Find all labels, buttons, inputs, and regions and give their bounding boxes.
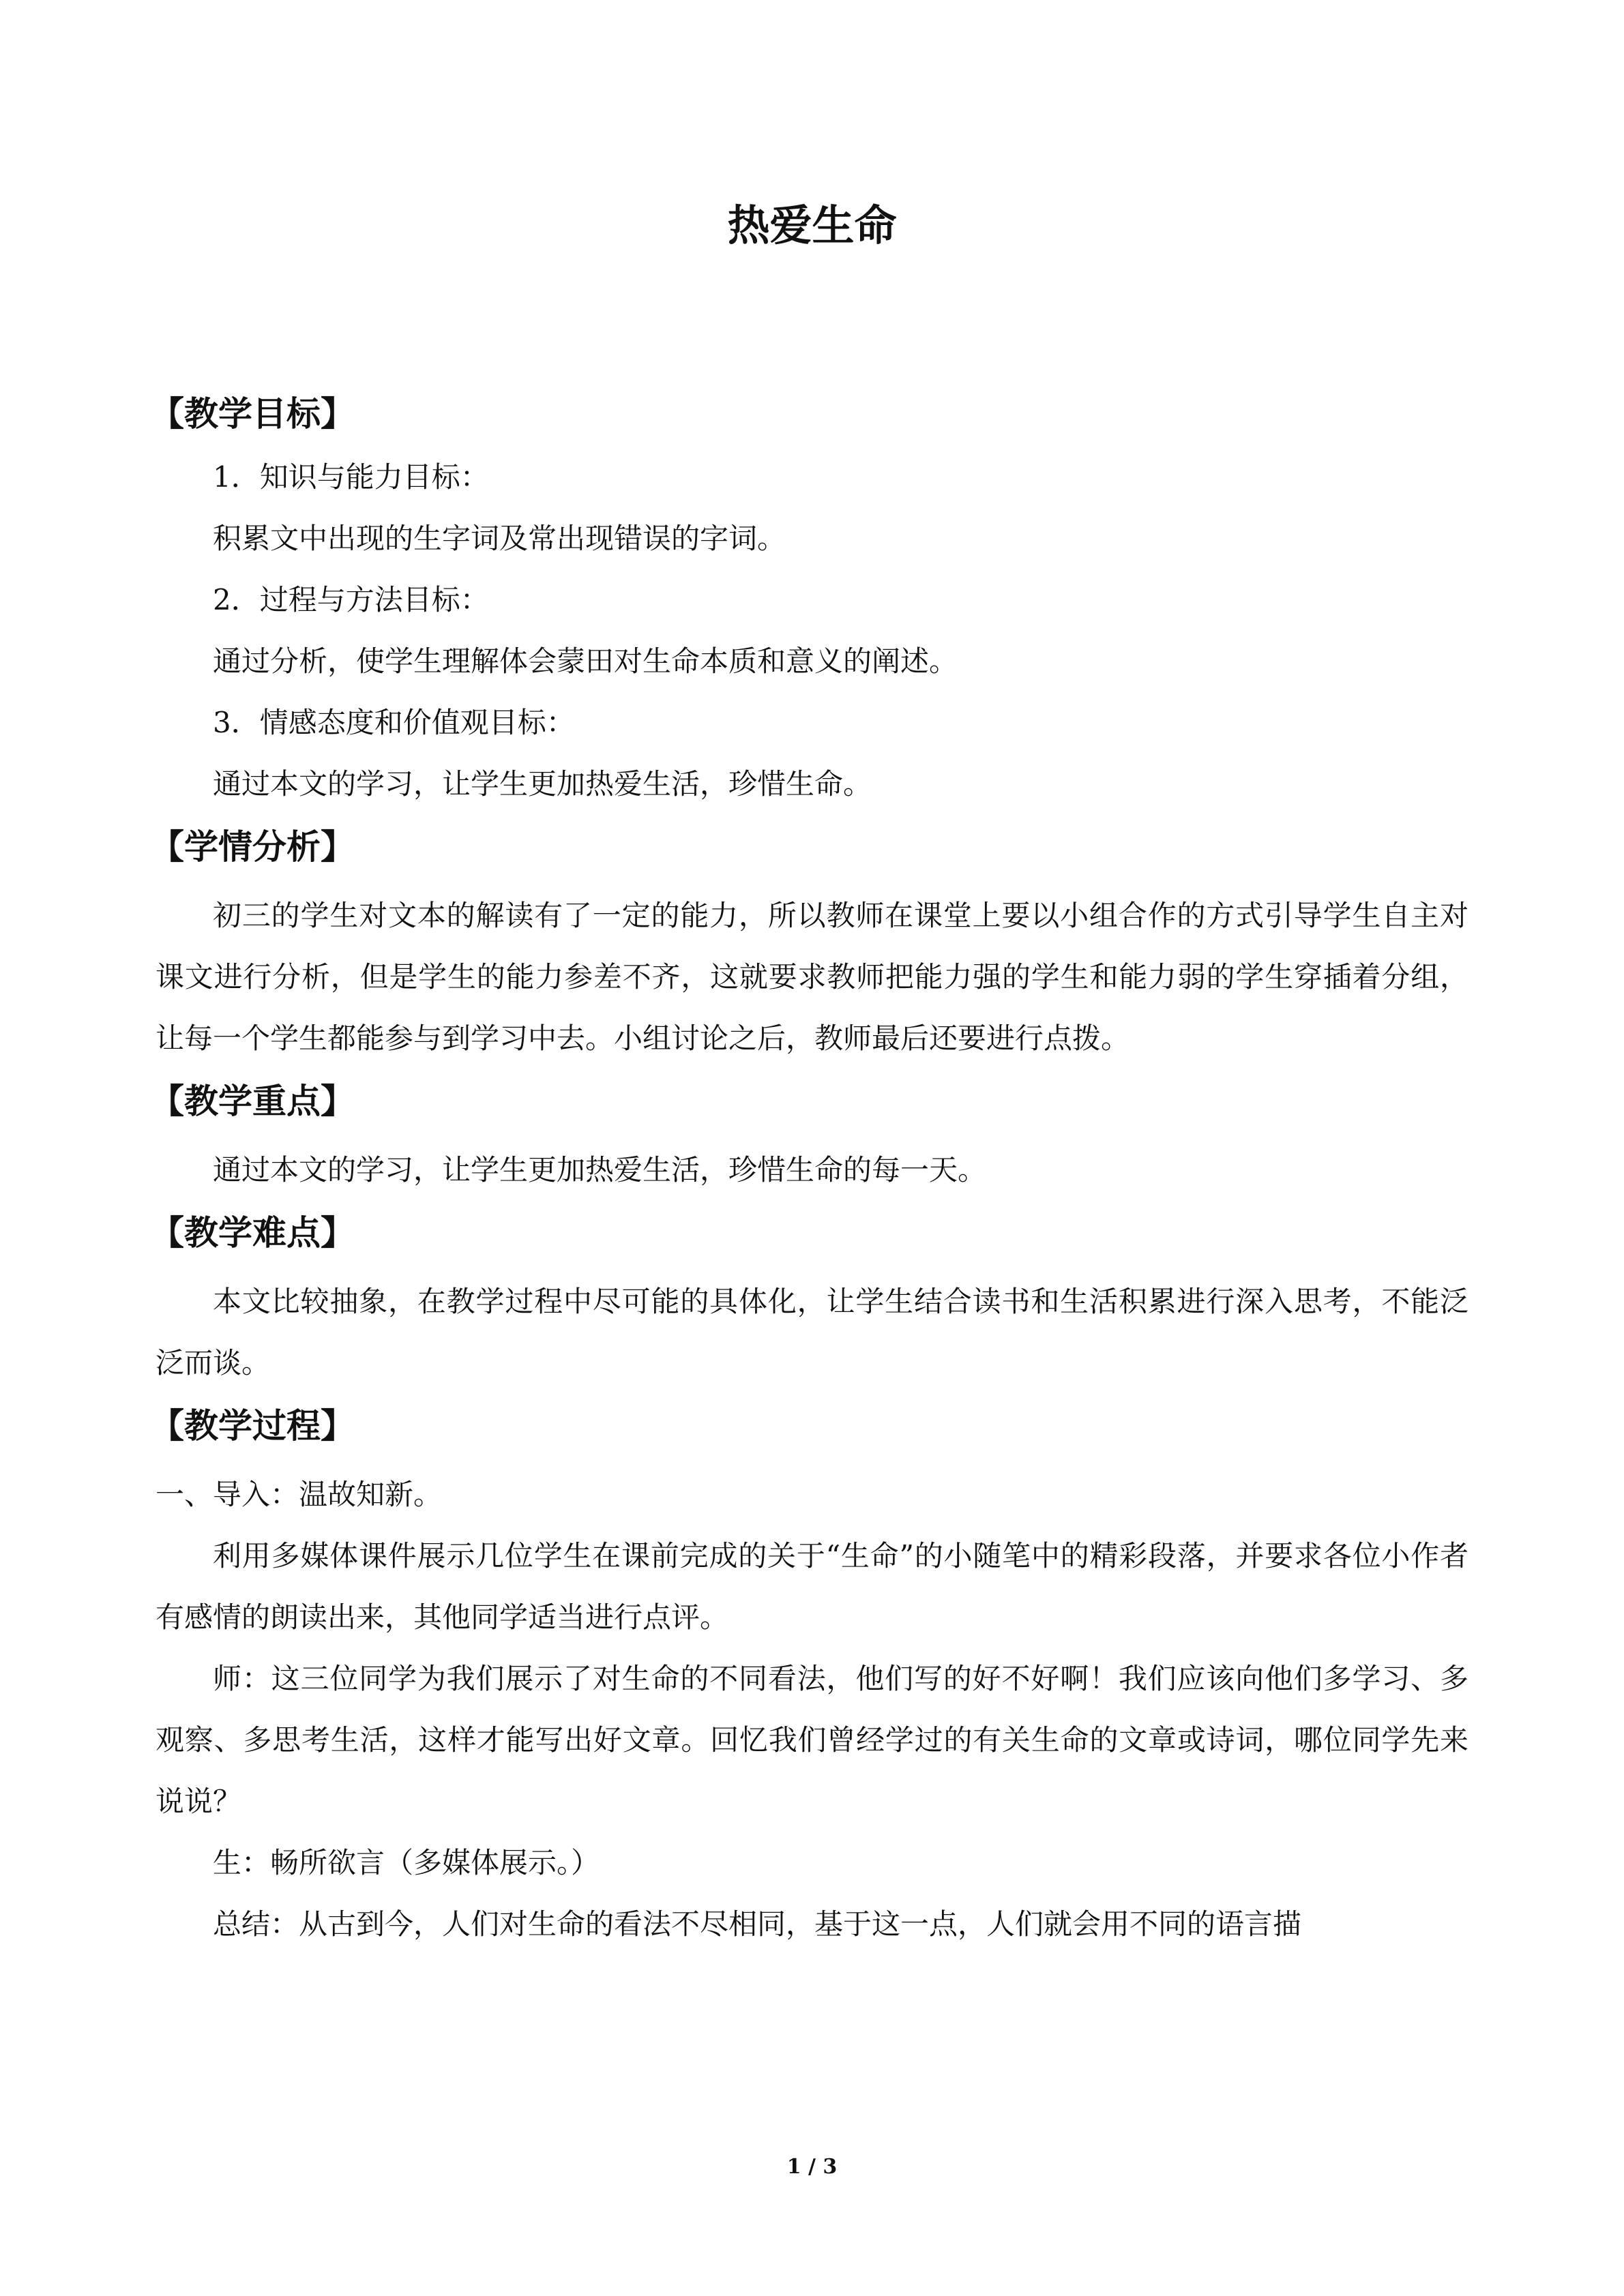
process-paragraph-4: 总结：从古到今，人们对生命的看法不尽相同，基于这一点，人们就会用不同的语言描 xyxy=(213,1907,1302,1941)
objective-1-text: 积累文中出现的生字词及常出现错误的字词。 xyxy=(213,522,786,555)
objective-3-text: 通过本文的学习，让学生更加热爱生活，珍惜生命。 xyxy=(213,767,872,801)
difficulties-paragraph: 本文比较抽象，在教学过程中尽可能的具体化，让学生结合读书和生活积累进行深入思考，不能泛泛而谈。 xyxy=(156,1285,1468,1380)
section-difficulties xyxy=(150,1201,1468,1394)
key-points-paragraph: 通过本文的学习，让学生更加热爱生活，珍惜生命的每一天。 xyxy=(213,1153,987,1187)
section-heading-key-points: 【教学重点】 xyxy=(150,1082,355,1121)
section-key-points xyxy=(150,1069,1468,1201)
process-paragraph-3: 生：畅所欲言（多媒体展示。） xyxy=(213,1846,600,1879)
section-heading-process: 【教学过程】 xyxy=(150,1406,355,1446)
process-paragraph-1: 利用多媒体课件展示几位学生在课前完成的关于“生命”的小随笔中的精彩段落，并要求各位小作者有感情的朗读出来，其他同学适当进行点评。 xyxy=(156,1539,1468,1634)
objective-3-label: 3．情感态度和价值观目标： xyxy=(213,706,575,739)
section-heading-objectives: 【教学目标】 xyxy=(150,394,355,434)
section-process xyxy=(150,1394,1468,1955)
document-body xyxy=(150,382,1468,1955)
process-step-1-label: 一、导入：温故知新。 xyxy=(156,1478,443,1511)
section-analysis xyxy=(150,815,1468,1069)
section-heading-analysis: 【学情分析】 xyxy=(150,827,355,867)
section-objectives xyxy=(150,382,1468,815)
objective-2-text: 通过分析，使学生理解体会蒙田对生命本质和意义的阐述。 xyxy=(213,644,958,678)
objective-1-label: 1．知识与能力目标： xyxy=(213,460,489,494)
process-paragraph-2: 师：这三位同学为我们展示了对生命的不同看法，他们写的好不好啊！我们应该向他们多学习、多观察、多思考生活，这样才能写出好文章。回忆我们曾经学过的有关生命的文章或诗词，哪位同学先来说说？ xyxy=(156,1662,1468,1818)
section-heading-difficulties: 【教学难点】 xyxy=(150,1213,355,1253)
analysis-paragraph: 初三的学生对文本的解读有了一定的能力，所以教师在课堂上要以小组合作的方式引导学生自主对课文进行分析，但是学生的能力参差不齐，这就要求教师把能力强的学生和能力弱的学生穿插着分组，让每一个学生都能参与到学习中去。小组讨论之后，教师最后还要进行点拨。 xyxy=(156,899,1468,1055)
objective-2-label: 2．过程与方法目标： xyxy=(213,583,489,616)
page-number: 1 / 3 xyxy=(786,2155,838,2179)
document-title: 热爱生命 xyxy=(727,200,897,250)
